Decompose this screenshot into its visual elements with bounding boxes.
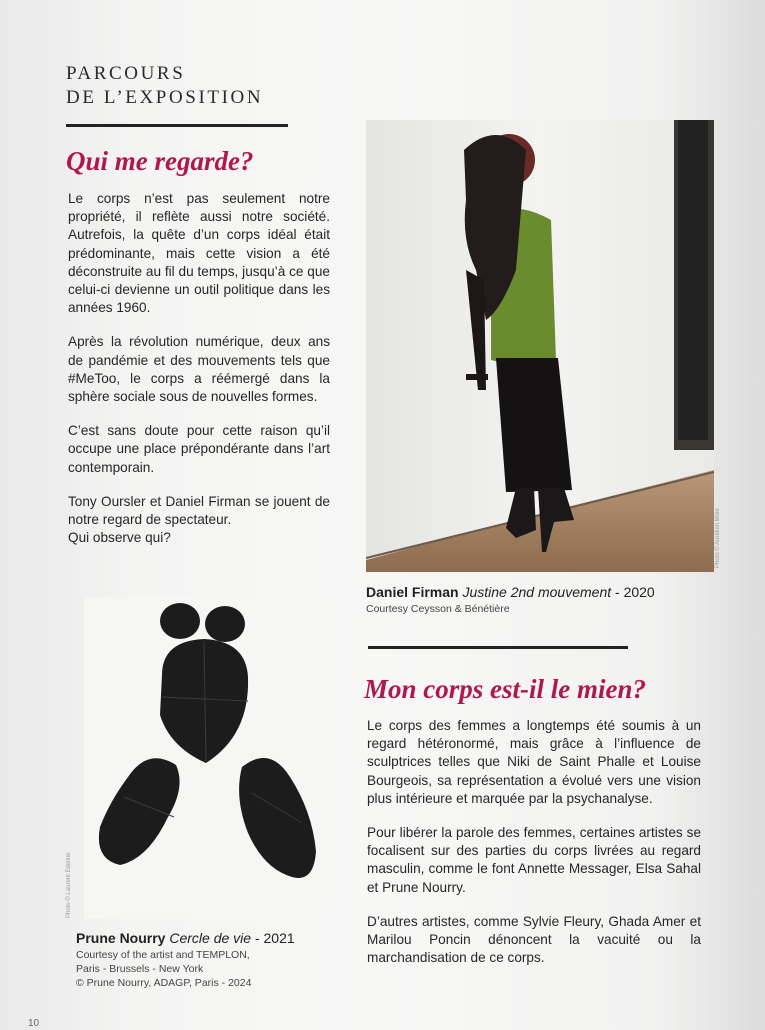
section-1-closing (68, 493, 330, 548)
section-1-title: Qui me regarde? (66, 146, 254, 176)
section-2-body (367, 717, 701, 983)
photo-2-courtesy-line: Courtesy of the artist and TEMPLON, (76, 949, 250, 961)
photo-1-courtesy: Courtesy Ceysson & Bénétière (366, 603, 510, 615)
section-1-paragraph: Le corps n’est pas seulement notre propriété, il reflète aussi notre société. Autrefois, la quête d’un corps idéal était prédominante, mais cette vision a été déconstruite au fil du temps, jusqu’à ce que celui-ci devienne un outil politique dans les années 1960. (68, 191, 330, 316)
photo-2-caption (76, 930, 295, 946)
page-header (66, 62, 263, 110)
photo-1-year: - 2020 (615, 584, 655, 600)
section-1-paragraph: C’est sans doute pour cette raison qu’il occupe une place prépondérante dans l’art contemporain. (68, 423, 330, 475)
photo-2-courtesy (76, 948, 251, 990)
photo-2-copyright: © Prune Nourry, ADAGP, Paris - 2024 (76, 977, 252, 989)
photo-1-work: Justine 2nd mouvement (462, 584, 612, 600)
header-line-2: DE L’EXPOSITION (66, 87, 264, 108)
photo-2-artist: Prune Nourry (76, 930, 166, 946)
photo-2-credit: Photo © Laurent Edeline (66, 852, 72, 918)
section-2-rule (368, 646, 628, 649)
photo-daniel-firman (366, 120, 714, 572)
section-1-closing-question: Qui observe qui? (68, 530, 171, 546)
section-2-title: Mon corps est-il le mien? (364, 674, 646, 704)
section-2-paragraph: Pour libérer la parole des femmes, certaines artistes se focalisent sur des parties du corps livrées au regard masculin, comme le font Annette Messager, Elsa Sahal et Prune Nourry. (367, 825, 701, 895)
photo-prune-nourry (84, 597, 332, 919)
sculpture-figure-illustration (366, 120, 714, 572)
page-number: 10 (28, 1018, 40, 1029)
photo-1-credit: Photo © Aurélien Mole (715, 508, 721, 568)
photo-2-work: Cercle de vie (169, 930, 252, 946)
section-2-paragraph: D’autres artistes, comme Sylvie Fleury, Ghada Amer et Marilou Poncin dénoncent la vacuité ou la marchandisation de ce corps. (367, 913, 701, 966)
photo-2-year: - 2021 (254, 930, 295, 946)
photo-1-caption (366, 584, 655, 600)
photo-1-artist: Daniel Firman (366, 584, 459, 600)
section-1-closing-line: Tony Oursler et Daniel Firman se jouent de notre regard de spectateur. (68, 493, 330, 528)
header-rule (66, 124, 288, 127)
section-1-paragraph: Après la révolution numérique, deux ans de pandémie et des mouvements tels que #MeToo, le corps a réémergé dans la sphère sociale sous de nouvelles formes. (68, 334, 330, 405)
section-1-body (68, 190, 330, 547)
section-2-paragraph: Le corps des femmes a longtemps été soumis à un regard hétéronormé, mais grâce à l’influence de sculptrices telles que Niki de Saint Phalle et Louise Bourgeois, sa représentation a évolué vers une vision plus intérieure et marquée par la psychanalyse. (367, 718, 701, 806)
header-line-1: PARCOURS (66, 63, 186, 84)
circle-of-life-sculpture-illustration (84, 597, 332, 919)
photo-2-courtesy-line: Paris - Brussels - New York (76, 963, 204, 975)
